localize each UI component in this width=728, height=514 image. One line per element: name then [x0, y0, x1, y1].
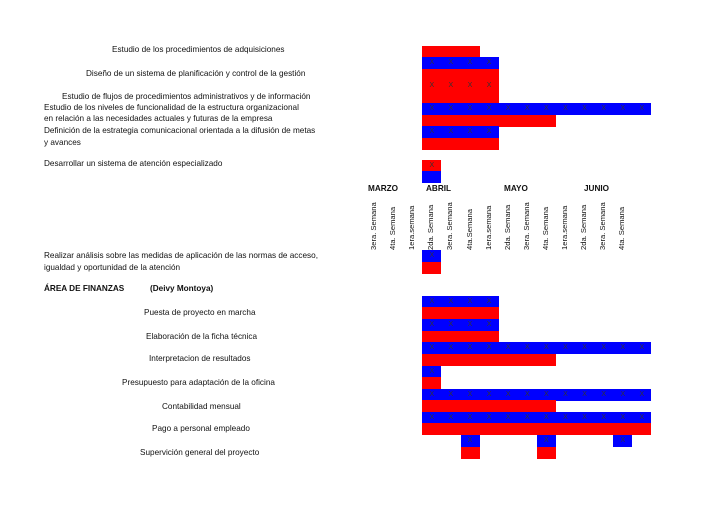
week-header: 1era.semana	[560, 205, 569, 250]
section-title: ÁREA DE FINANZAS	[44, 284, 125, 293]
task-label: y avances	[44, 138, 81, 147]
section-person: (Deivy Montoya)	[150, 284, 214, 293]
x-mark: X	[620, 391, 626, 398]
x-mark: X	[601, 414, 607, 421]
task-label: Definición de la estrategia comunicacional orientada a la difusión de metas	[44, 126, 316, 135]
x-mark: X	[486, 82, 492, 89]
x-mark: X	[467, 414, 473, 421]
week-header: 1era.semana	[407, 205, 417, 250]
x-mark: X	[639, 391, 645, 398]
gantt-bar-red	[422, 262, 441, 274]
x-mark: X	[620, 414, 626, 421]
x-mark: X	[505, 344, 511, 351]
x-mark: X	[544, 105, 549, 112]
x-mark: X	[582, 414, 587, 421]
x-mark: X	[467, 437, 473, 444]
x-mark: X	[544, 437, 549, 444]
x-mark: X	[448, 298, 454, 305]
x-mark: X	[429, 105, 435, 112]
gantt-bar-red	[422, 423, 651, 435]
x-mark: X	[524, 344, 530, 351]
x-mark: X	[505, 414, 511, 421]
week-header: 3era. Semana	[598, 202, 608, 250]
x-mark: X	[448, 59, 454, 66]
x-mark: X	[429, 368, 435, 375]
x-mark: X	[601, 344, 607, 351]
gantt-bar-blue	[422, 171, 441, 183]
week-header: 3era. Semana	[369, 202, 378, 250]
x-mark: X	[601, 391, 607, 398]
gantt-bar-red	[422, 138, 498, 150]
task-label: Diseño de un sistema de planificación y control de la gestión	[86, 69, 306, 78]
gantt-bar-red	[422, 400, 556, 412]
task-label: Pago a personal empleado	[152, 424, 250, 433]
x-mark: X	[429, 162, 435, 169]
x-mark: X	[467, 82, 473, 89]
x-mark: X	[467, 344, 473, 351]
month-header: MARZO	[368, 184, 399, 193]
x-mark: X	[467, 391, 473, 398]
x-mark: X	[429, 321, 435, 328]
task-label: Puesta de proyecto en marcha	[144, 308, 256, 317]
x-mark: X	[467, 59, 473, 66]
week-header: 2da. Semana	[579, 204, 589, 250]
x-mark: X	[429, 344, 435, 351]
x-mark: X	[620, 437, 626, 444]
week-header: 3era. Semana	[445, 202, 455, 250]
x-mark: X	[467, 105, 473, 112]
x-mark: X	[582, 105, 587, 112]
x-mark: X	[544, 344, 549, 351]
x-mark: X	[563, 391, 568, 398]
x-mark: X	[505, 105, 511, 112]
x-mark: X	[448, 321, 454, 328]
x-mark: X	[429, 391, 435, 398]
month-header: ABRIL	[426, 184, 452, 193]
x-mark: X	[486, 321, 492, 328]
week-header: 4ta.Semana	[464, 209, 474, 250]
x-mark: X	[467, 321, 473, 328]
gantt-bar-red	[461, 447, 480, 459]
task-label: Interpretacion de resultados	[149, 354, 251, 363]
task-label: Supervición general del proyecto	[140, 448, 260, 457]
x-mark: X	[486, 391, 492, 398]
task-label: Contabilidad mensual	[162, 402, 241, 411]
x-mark: X	[467, 128, 473, 135]
x-mark: X	[544, 391, 549, 398]
week-header: 1era.semana	[483, 205, 493, 250]
task-label: Presupuesto para adaptación de la oficina	[122, 378, 275, 387]
gantt-bar-red	[422, 377, 441, 389]
month-header: MAYO	[504, 184, 528, 193]
x-mark: X	[524, 414, 530, 421]
x-mark: X	[486, 128, 492, 135]
task-label: en relación a las necesidades actuales y futuras de la empresa	[44, 114, 273, 123]
week-header: 3era. Semana	[521, 202, 531, 250]
task-label: Estudio de los niveles de funcionalidad de la estructura organizacional	[44, 103, 299, 112]
x-mark: X	[563, 344, 568, 351]
month-header: JUNIO	[584, 184, 610, 193]
x-mark: X	[429, 298, 435, 305]
x-mark: X	[563, 414, 568, 421]
week-header: 4ta. Semana	[540, 206, 550, 250]
x-mark: X	[524, 391, 530, 398]
x-mark: X	[429, 414, 435, 421]
x-mark: X	[448, 344, 454, 351]
x-mark: X	[639, 344, 645, 351]
x-mark: X	[486, 344, 492, 351]
x-mark: X	[486, 59, 492, 66]
gantt-bar-red	[422, 354, 556, 366]
x-mark: X	[639, 414, 645, 421]
x-mark: X	[448, 105, 454, 112]
x-mark: X	[486, 414, 492, 421]
x-mark: X	[582, 391, 587, 398]
x-mark: X	[429, 128, 435, 135]
x-mark: X	[467, 298, 473, 305]
x-mark: X	[429, 59, 435, 66]
x-mark: X	[448, 414, 454, 421]
week-header: 4ta. Semana	[617, 206, 627, 250]
x-mark: X	[448, 391, 454, 398]
x-mark: X	[620, 344, 626, 351]
week-header: 4ta. Semana	[388, 206, 398, 250]
x-mark: X	[429, 252, 435, 259]
x-mark: X	[486, 298, 492, 305]
gantt-bar-red	[422, 307, 498, 319]
week-header: 2da. Semana	[426, 204, 436, 250]
x-mark: X	[505, 391, 511, 398]
task-label: Estudio de flujos de procedimientos administrativos y de información	[62, 92, 311, 101]
x-mark: X	[448, 128, 454, 135]
task-label: Estudio de los procedimientos de adquisiciones	[112, 45, 285, 54]
x-mark: X	[639, 105, 645, 112]
x-mark: X	[544, 414, 549, 421]
x-mark: X	[429, 82, 435, 89]
x-mark: X	[448, 82, 454, 89]
task-label: Elaboración de la ficha técnica	[146, 332, 258, 341]
x-mark: X	[601, 105, 607, 112]
gantt-bar-red	[537, 447, 556, 459]
x-mark: X	[563, 105, 568, 112]
task-label: Realizar análisis sobre las medidas de aplicación de las normas de acceso,	[44, 251, 318, 260]
x-mark: X	[486, 105, 492, 112]
x-mark: X	[582, 344, 587, 351]
task-label: Desarrollar un sistema de atención especializado	[44, 159, 223, 168]
task-label: igualdad y oportunidad de la atención	[44, 263, 181, 272]
x-mark: X	[620, 105, 626, 112]
x-mark: X	[524, 105, 530, 112]
week-header: 2da. Semana	[502, 204, 512, 250]
